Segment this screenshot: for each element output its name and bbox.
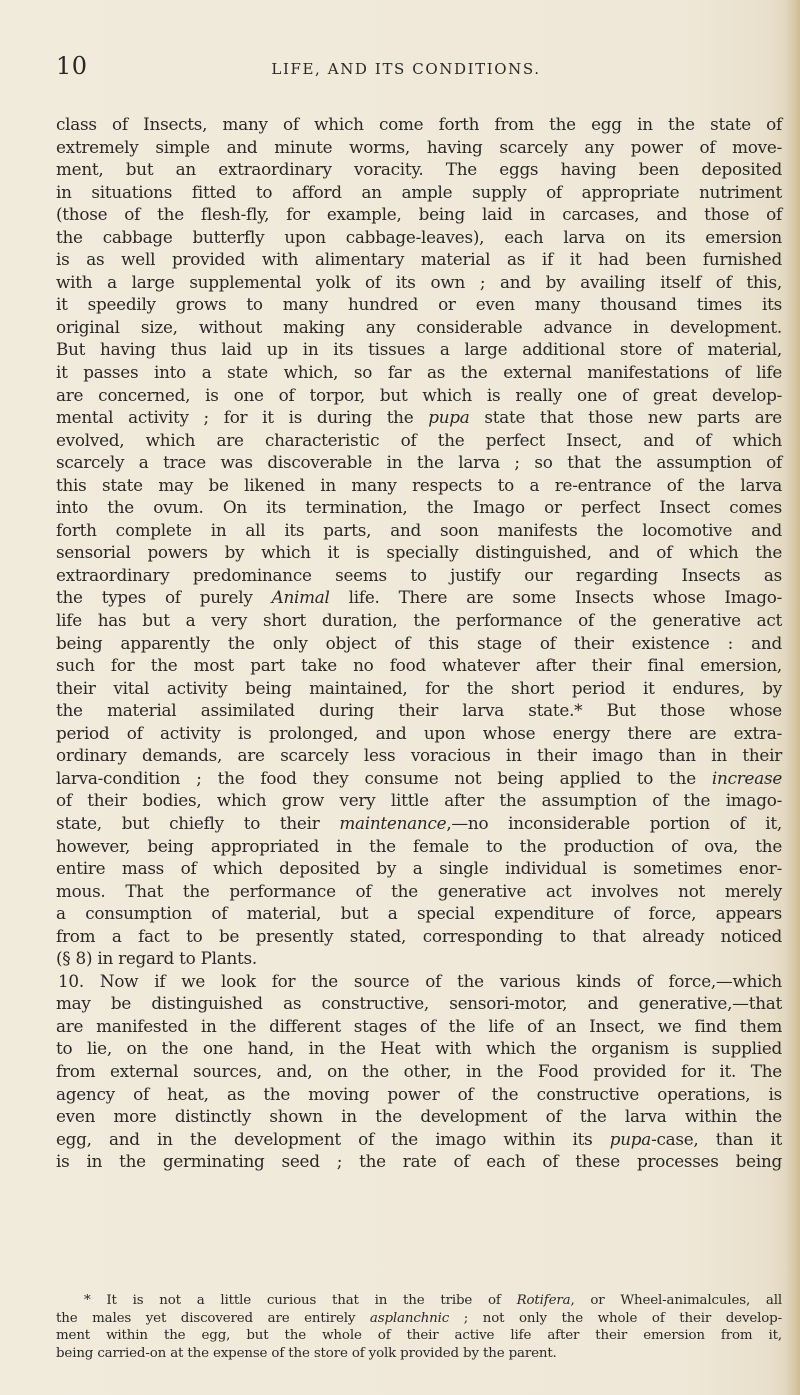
text-line: ordinary demands, are scarcely less voracious in their imago than in their (56, 745, 782, 766)
text-line: is as well provided with alimentary material as if it had been furnished (56, 249, 782, 270)
text-line: are concerned, is one of torpor, but which is really one of great develop- (56, 384, 782, 405)
text-line: may be distinguished as constructive, sensori-motor, and generative,—that (56, 993, 782, 1014)
text-line: the material assimilated during their larva state.* But those whose (56, 700, 782, 721)
footnote-line: being carried-on at the expense of the store of yolk provided by the parent. (56, 1345, 557, 1361)
text-line: the types of purely Animal life. There are some Insects whose Imago- (56, 587, 782, 608)
text-line: But having thus laid up in its tissues a large additional store of material, (56, 339, 782, 360)
text-line: is in the germinating seed ; the rate of each of these processes being (56, 1151, 782, 1172)
text-line: agency of heat, as the moving power of the constructive operations, is (56, 1083, 782, 1104)
text-line: this state may be likened in many respects to a re-entrance of the larva (56, 474, 782, 495)
text-line: forth complete in all its parts, and soon manifests the locomotive and (56, 519, 782, 540)
text-line: being apparently the only object of this stage of their existence : and (56, 632, 782, 653)
text-line: of their bodies, which grow very little after the assumption of the imago- (56, 790, 782, 811)
text-line: their vital activity being maintained, for the short period it endures, by (56, 677, 782, 698)
text-line: life has but a very short duration, the performance of the generative act (56, 610, 782, 631)
text-line: class of Insects, many of which come forth from the egg in the state of (56, 114, 782, 134)
body-text (56, 113, 782, 1173)
text-line: are manifested in the different stages of the life of an Insect, we find them (56, 1015, 782, 1036)
text-line: it passes into a state which, so far as the external manifestations of life (56, 362, 782, 383)
text-line: it speedily grows to many hundred or even many thousand times its (56, 294, 782, 315)
text-line: with a large supplemental yolk of its own ; and by availing itself of this, (56, 271, 782, 292)
text-line: state, but chiefly to their maintenance,—no inconsiderable portion of it, (56, 812, 783, 833)
text-line: mental activity ; for it is during the pupa state that those new parts are (56, 407, 782, 428)
footnote-line: the males yet discovered are entirely asplanchnic ; not only the whole of their develop- (56, 1310, 782, 1326)
section-10-start-line: 10. Now if we look for the source of the various kinds of force,—which (58, 970, 782, 991)
running-head: LIFE, AND ITS CONDITIONS. (271, 60, 541, 78)
text-line: to lie, on the one hand, in the Heat with which the organism is supplied (56, 1038, 782, 1059)
text-line: original size, without making any considerable advance in development. (56, 316, 782, 337)
page-number: 10 (56, 52, 88, 80)
text-line: in situations fitted to afford an ample supply of appropriate nutriment (56, 181, 782, 202)
page-edge-shadow (786, 0, 800, 1395)
text-line: larva-condition ; the food they consume not being applied to the increase (56, 767, 782, 788)
text-line: the cabbage butterfly upon cabbage-leaves), each larva on its emersion (56, 226, 782, 247)
paragraph-end-line: (§ 8) in regard to Plants. (56, 948, 257, 969)
text-line: ment, but an extraordinary voracity. The eggs having been deposited (56, 159, 782, 180)
text-line: entire mass of which deposited by a single individual is sometimes enor- (56, 858, 782, 879)
text-line: egg, and in the development of the imago within its pupa-case, than it (56, 1128, 782, 1149)
text-line: from a fact to be presently stated, corresponding to that already noticed (56, 925, 782, 946)
text-line: extraordinary predominance seems to justify our regarding Insects as (56, 564, 782, 585)
text-line: period of activity is prolonged, and upon whose energy there are extra- (56, 722, 782, 743)
text-line: extremely simple and minute worms, having scarcely any power of move- (56, 136, 782, 157)
text-line: however, being appropriated in the female to the production of ova, the (56, 835, 782, 856)
footnote-line: ment within the egg, but the whole of their active life after their emersion from it, (56, 1328, 782, 1344)
footnote (56, 1292, 782, 1362)
text-line: even more distinctly shown in the development of the larva within the (56, 1106, 782, 1127)
text-line: scarcely a trace was discoverable in the larva ; so that the assumption of (56, 452, 782, 473)
page-header (56, 52, 756, 82)
text-line: a consumption of material, but a special expenditure of force, appears (56, 903, 782, 924)
text-line: mous. That the performance of the generative act involves not merely (56, 880, 782, 901)
text-line: into the ovum. On its termination, the Imago or perfect Insect comes (56, 497, 782, 518)
footnote-line: * It is not a little curious that in the tribe of Rotifera, or Wheel-animalcules, all (84, 1293, 782, 1308)
text-line: such for the most part take no food whatever after their final emersion, (56, 655, 782, 676)
text-line: (those of the flesh-fly, for example, being laid in carcases, and those of (56, 204, 782, 225)
text-line: sensorial powers by which it is specially distinguished, and of which the (56, 542, 782, 563)
text-line: evolved, which are characteristic of the perfect Insect, and of which (56, 429, 782, 450)
text-line: from external sources, and, on the other, in the Food provided for it. The (56, 1060, 782, 1081)
